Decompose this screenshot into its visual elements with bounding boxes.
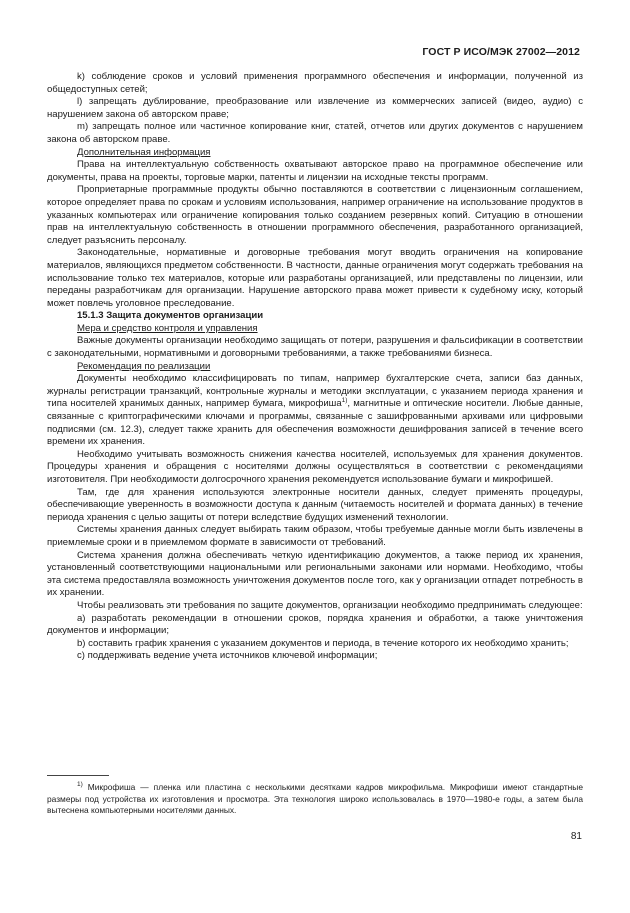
paragraph-proprietary-software: Проприетарные программные продукты обычно поставляются в соответствии с лицензионным соглашением, которое определяет права по срокам и условиям использования, например ограничение на использование продуктов в указанных компьютерах или ограничение копирования только созданием резервных копий. Ситуацию в отношении прав на интеллектуальную собственность в отношении программного обеспечения, разработанного организацией, следует разъяснить персоналу. — [47, 184, 583, 246]
paragraph-legal-restrictions: Законодательные, нормативные и договорные требования могут вводить ограничения на копирование материалов, являющихся предметом собственности. В частности, данные ограничения могут содержать требования на использование только тех материалов, которые или разработаны организацией, или представлены по лицензии, или переданы разработчикам для организации. Нарушение авторского права может привести к судебному иску, который может повлечь уголовное преследование. — [47, 247, 583, 309]
footnote: $^{1)}$ Микрофиша — пленка или пластина с несколькими десятками кадров микрофильма. Микрофиши имеют стандартные размеры под устройства их изготовления и просмотра. Эта технология широко использовалась в 1970—1980-е годы, а затем была вытеснена компьютерными носителями данных. — [47, 781, 583, 815]
list-item-m: m) запрещать полное или частичное копирование книг, статей, отчетов или других документов с нарушением закона об авторском праве. — [47, 121, 583, 145]
footnote-divider — [47, 775, 109, 776]
list-item-c: c) поддерживать ведение учета источников ключевой информации; — [77, 650, 378, 662]
paragraph-requirements-intro: Чтобы реализовать эти требования по защите документов, организации необходимо предпринимать следующее: — [77, 599, 583, 611]
body-text — [47, 71, 583, 663]
paragraph-media-degradation: Необходимо учитывать возможность снижения качества носителей, используемых для хранения документов. Процедуры хранения и обращения с носителями должны осуществляться в соответствии с рекомендациями изготовителя. При необходимости долгосрочного хранения рекомендуется использование бумаги и микрофишей. — [47, 448, 583, 485]
page-number: 81 — [570, 831, 582, 842]
paragraph-classification: Документы необходимо классифицировать по типам, например бухгалтерские счета, записи баз данных, журналы регистрации транзакций, контрольные журналы и методики эксплуатации, с указанием периода хранения и типа носителей хранимых данных, например бумага, микрофиша$^{1)}$, магнитные и оптические носители. Любые данные, связанные с криптографическими ключами и программы, связанные с зашифрованными архивами или цифровыми подписями (см. 12.3), следует также хранить для обеспечения возможности дешифрования записей в течение всего времени их хранения. — [47, 373, 583, 448]
implementation-guidance-heading: Рекомендация по реализации — [77, 360, 211, 372]
standard-header: ГОСТ Р ИСО/МЭК 27002—2012 — [422, 46, 580, 58]
paragraph-control-measure: Важные документы организации необходимо защищать от потери, разрушения и фальсификации в соответствии с законодательными, нормативными и договорными требованиями, а также требованиями бизнеса. — [47, 335, 583, 360]
section-heading-15-1-3: 15.1.3 Защита документов организации — [77, 310, 264, 322]
paragraph-ip-rights: Права на интеллектуальную собственность охватывают авторское право на программное обеспечение или документы, права на проекты, торговые марки, патенты и лицензии на исходные тексты программ. — [47, 159, 583, 183]
list-item-l: l) запрещать дублирование, преобразование или извлечение из коммерческих записей (видео, аудио) с нарушением закона об авторском праве; — [47, 96, 583, 120]
footnote-marker: 1) — [77, 781, 83, 789]
paragraph-storage-systems: Системы хранения данных следует выбирать таким образом, чтобы требуемые данные могли быть извлечены в приемлемые сроки и в приемлемом формате в зависимости от требований. — [47, 524, 583, 548]
additional-info-heading: Дополнительная информация — [77, 146, 211, 158]
list-item-b: b) составить график хранения с указанием документов и периода, в течение которого их необходимо хранить; — [77, 637, 569, 649]
paragraph-identification: Система хранения должна обеспечивать четкую идентификацию документов, а также период их хранения, установленный соответствующими национальными или региональными законами или нормами. Необходимо, чтобы эта система предоставляла возможность уничтожения документов после того, как у организации отпадет потребность в их хранении. — [47, 549, 583, 599]
footnote-reference: 1) — [341, 397, 348, 405]
list-item-k: k) соблюдение сроков и условий применения программного обеспечения и информации, полученной из общедоступных сетей; — [47, 71, 583, 95]
paragraph-electronic-media: Там, где для хранения используются электронные носители данных, следует применять процедуры, обеспечивающие уверенность в возможности доступа к данным (читаемость носителей и формата данных) в течение периода хранения с целью защиты от потери вследствие будущих изменений технологии. — [47, 486, 583, 523]
list-item-a: a) разработать рекомендации в отношении сроков, порядка хранения и обработки, а также уничтожения документов и информации; — [47, 612, 583, 637]
control-measure-heading: Мера и средство контроля и управления — [77, 322, 258, 334]
